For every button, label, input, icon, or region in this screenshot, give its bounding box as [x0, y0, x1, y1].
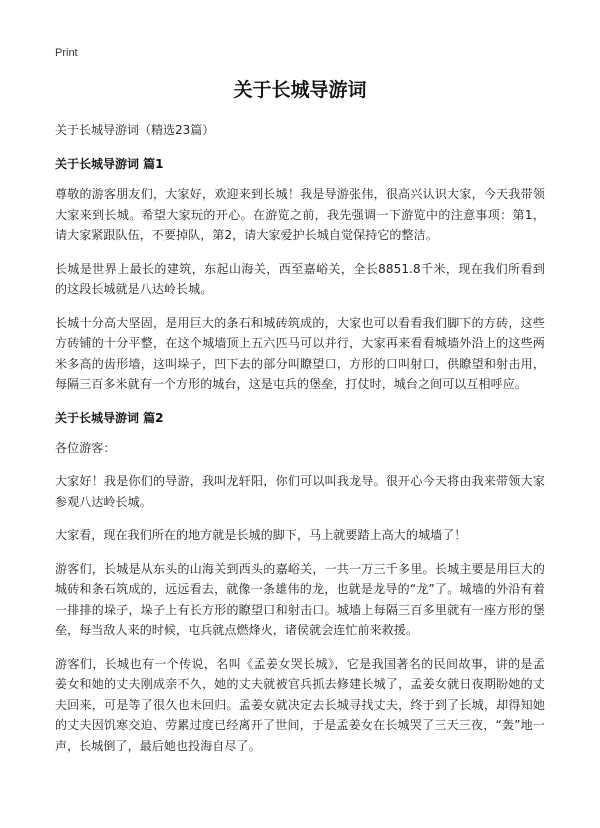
section-1 [55, 154, 545, 395]
paragraph: 尊敬的游客朋友们，大家好，欢迎来到长城！我是导游张伟，很高兴认识大家，今天我带领大家来到长城。希望大家玩的开心。在游览之前，我先强调一下游览中的注意事项：第1，请大家紧跟队伍，不要掉队，第2，请大家爱护长城自觉保持它的整洁。 [55, 187, 545, 242]
article-subtitle: 关于长城导游词（精选23篇） [55, 123, 215, 137]
article-body [55, 120, 545, 769]
paragraph: 游客们，长城是从东头的山海关到西头的嘉峪关，一共一万三千多里。长城主要是用巨大的城砖和条石筑成的，远远看去，就像一条雄伟的龙，也就是龙导的“龙”了。城墙的外沿有着一排排的垛子，垛子上有长方形的瞭望口和射击口。城墙上每隔三百多里就有一座方形的堡垒，每当敌人来的时候，屯兵就点燃烽火，诸侯就会连忙前来救援。 [55, 561, 545, 637]
paragraph: 长城十分高大坚固，是用巨大的条石和城砖筑成的，大家也可以看看我们脚下的方砖，这些方砖铺的十分平整，在这个城墙顶上五六匹马可以并行，大家再来看看城墙外沿上的这些两米多高的齿形墙，这叫垛子，凹下去的部分叫瞭望口，方形的口叫射口，供瞭望和射击用，每隔三百多米就有一个方形的城台，这是屯兵的堡垒，打仗时，城台之间可以互相呼应。 [55, 315, 545, 391]
paragraph: 大家看，现在我们所在的地方就是长城的脚下，马上就要踏上高大的城墙了！ [55, 528, 467, 542]
page-title: 关于长城导游词 [233, 79, 367, 101]
paragraph: 各位游客： [55, 440, 116, 455]
paragraph: 游客们，长城也有一个传说，名叫《孟姜女哭长城》，它是我国著名的民间故事，讲的是孟姜女和她的丈夫刚成亲不久，她的丈夫就被官兵抓去修建长城了，孟姜女就日夜期盼她的丈夫回来，可是等了很久也未回归。孟姜女就决定去长城寻找丈夫，终于到了长城，却得知她的丈夫因饥寒交迫、劳累过度已经离开了世间，于是孟姜女在长城哭了三天三夜，“轰”地一声，长城倒了，最后她也投海自尽了。 [55, 656, 545, 753]
paragraph: 长城是世界上最长的建筑，东起山海关，西至嘉峪关，全长8851.8千米，现在我们所看到的这段长城就是八达岭长城。 [55, 261, 545, 296]
print-link[interactable]: Print [55, 47, 78, 59]
section-heading: 关于长城导游词 篇2 [55, 410, 164, 425]
paragraph: 大家好！我是你们的导游，我叫龙轩阳，你们可以叫我龙导。很开心今天将由我来带领大家参观八达岭长城。 [55, 474, 545, 509]
section-heading: 关于长城导游词 篇1 [55, 157, 164, 171]
section-2 [55, 408, 545, 757]
